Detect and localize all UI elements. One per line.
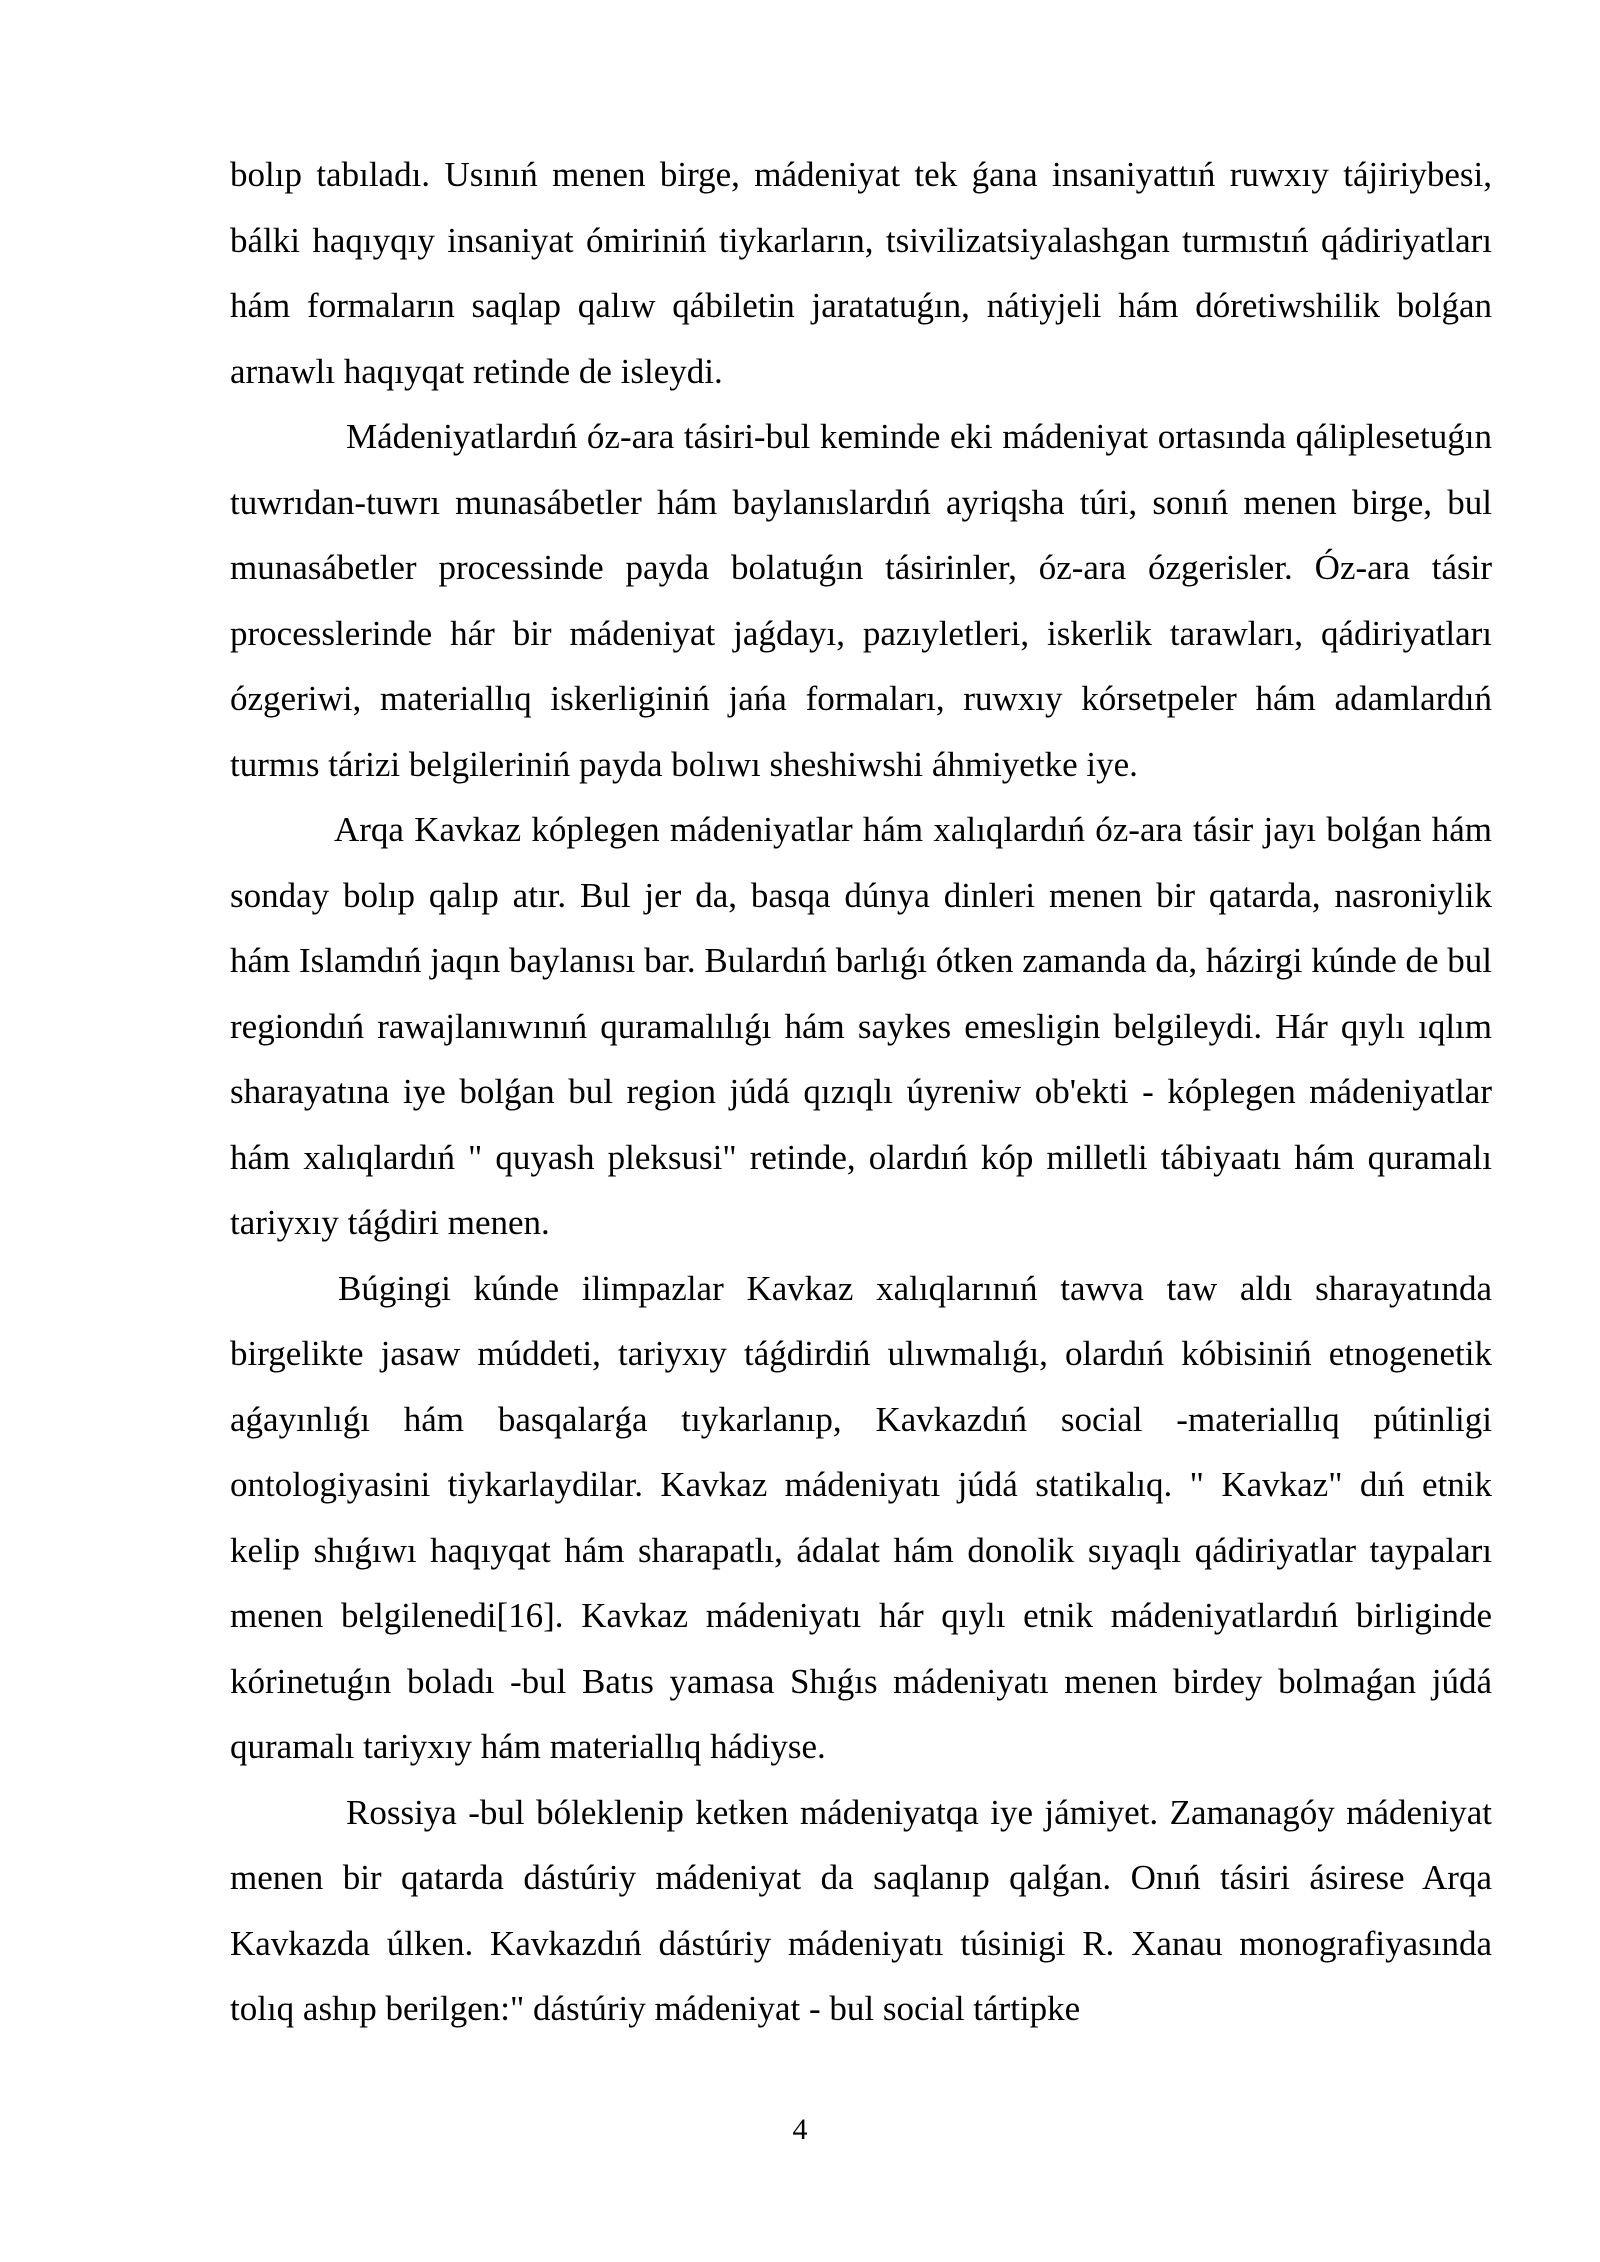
paragraph-2: Mádeniyatlardıń óz-ara tásiri-bul keminde eki mádeniyat ortasında qáliplesetuǵın tuwrıdan-tuwrı munasábetler hám baylanıslardıń ayriqsha túri, sonıń menen birge, bul munasábetler processinde payda bolatuǵın tásirinler, óz-ara ózgerisler. Óz-ara tásir processlerinde hár bir mádeniyat jaǵdayı, pazıyletleri, iskerlik tarawları, qádiriyatları ózgeriwi, materiallıq iskerliginiń jańa formaları, ruwxıy kórsetpeler hám adamlardıń turmıs tárizi belgileriniń payda bolıwı sheshiwshi áhmiyetke iye. xyxy=(230,417,1492,784)
paragraph-5: Rossiya -bul bóleklenip ketken mádeniyatqa iye jámiyet. Zamanagóy mádeniyat menen bir qatarda dástúriy mádeniyat da saqlanıp qalǵan. Onıń tásiri ásirese Arqa Kavkazda úlken. Kavkazdıń dástúriy mádeniyatı túsinigi R. Xanau monografiyasında tolıq ashıp berilgen:" dástúriy mádeniyat - bul social tártipke xyxy=(230,1792,1492,2028)
paragraph-3: Arqa Kavkaz kóplegen mádeniyatlar hám xalıqlardıń óz-ara tásir jayı bolǵan hám sonday bolıp qalıp atır. Bul jer da, basqa dúnya dinleri menen bir qatarda, nasroniylik hám Islamdıń jaqın baylanısı bar. Bulardıń barlıǵı ótken zamanda da, házirgi kúnde de bul regiondıń rawajlanıwınıń quramalılıǵı hám saykes emesligin belgileydi. Hár qıylı ıqlım sharayatına iye bolǵan bul region júdá qızıqlı úyreniw ob'ekti - kóplegen mádeniyatlar hám xalıqlardıń " quyash pleksusi" retinde, olardıń kóp milletli tábiyaatı hám quramalı tariyxıy táǵdiri menen. xyxy=(230,810,1492,1242)
paragraph-4: Búgingi kúnde ilimpazlar Kavkaz xalıqlarınıń tawva taw aldı sharayatında birgelikte jasaw múddeti, tariyxıy táǵdirdiń ulıwmalıǵı, olardıń kóbisiniń etnogenetik aǵayınlıǵı hám basqalarǵa tıykarlanıp, Kavkazdıń social -materiallıq pútinligi ontologiyasini tiykarlaydilar. Kavkaz mádeniyatı júdá statikalıq. " Kavkaz" dıń etnik kelip shıǵıwı haqıyqat hám sharapatlı, ádalat hám donolik sıyaqlı qádiriyatlar taypaları menen belgilenedi[16]. Kavkaz mádeniyatı hár qıylı etnik mádeniyatlardıń birliginde kórinetuǵın boladı -bul Batıs yamasa Shıǵıs mádeniyatı menen birdey bolmaǵan júdá quramalı tariyxıy hám materiallıq hádiyse. xyxy=(230,1268,1492,1766)
paragraph-1: bolıp tabıladı. Usınıń menen birge, mádeniyat tek ǵana insaniyattıń ruwxıy tájiriybesi, bálki haqıyqıy insaniyat ómiriniń tiykarların, tsivilizatsiyalashgan turmıstıń qádiriyatları hám formaların saqlap qalıw qábiletin jaratatuǵın, nátiyjeli hám dóretiwshilik bolǵan arnawlı haqıyqat retinde de isleydi. xyxy=(230,155,1492,391)
page-number: 4 xyxy=(792,2113,808,2146)
page-body xyxy=(230,142,1492,2042)
